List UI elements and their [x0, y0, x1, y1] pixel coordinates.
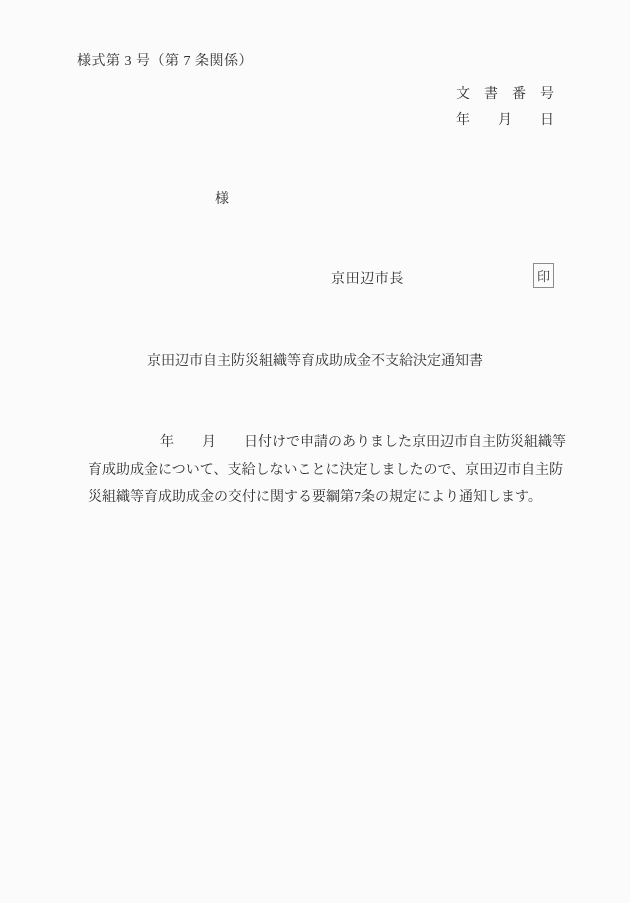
recipient-honorific: 様 — [215, 192, 229, 207]
document-header-block — [456, 82, 554, 134]
date-line: 年 月 日 — [456, 113, 554, 128]
document-title: 京田辺市自主防災組織等育成助成金不支給決定通知書 — [147, 354, 483, 369]
body-paragraph — [88, 429, 566, 512]
form-number: 様式第 3 号（第 7 条関係） — [77, 54, 253, 69]
issuer-title: 京田辺市長 — [331, 272, 404, 287]
doc-number-label: 文 書 番 号 — [456, 87, 554, 102]
body-line-3: 災組織等育成助成金の交付に関する要綱第7条の規定により通知します。 — [88, 490, 542, 505]
seal-stamp: 印 — [533, 263, 554, 288]
body-line-1: 年 月 日付けで申請のありました京田辺市自主防災組織等 — [160, 435, 566, 450]
body-line-2: 育成助成金について、支給しないことに決定しましたので、京田辺市自主防 — [88, 462, 564, 478]
